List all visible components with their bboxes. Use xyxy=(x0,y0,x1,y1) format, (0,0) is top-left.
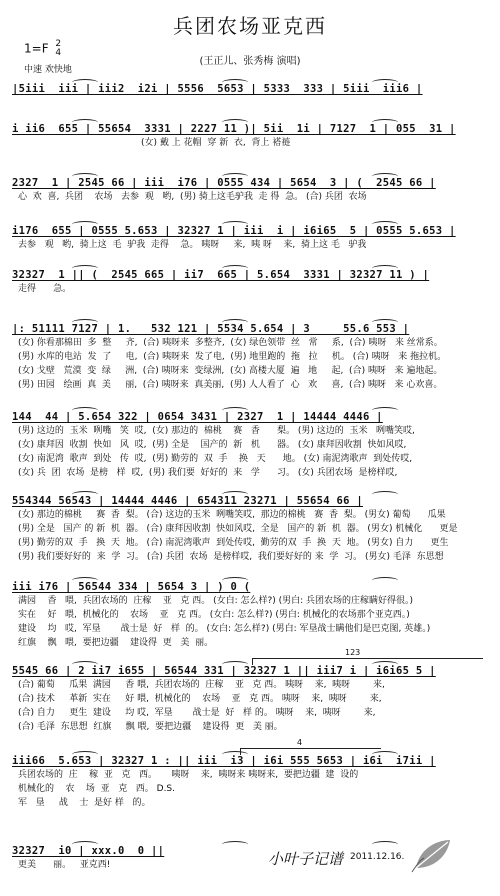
slur-mark xyxy=(222,221,248,228)
lyric-line: 实在 好 喂, 机械化的 农场 亚 克 西。 (女白: 怎么样?) (男白: 机械化的农场那个亚克西。) xyxy=(18,610,410,620)
score-row xyxy=(12,268,498,296)
slur-mark xyxy=(222,661,248,668)
notation-line: 144 44 | 5.654 322 | 0654 3431 | 2327 1 | 14444 4446 | xyxy=(12,411,383,423)
slur-mark xyxy=(372,221,398,228)
lyric-line: 满园 香 喂, 兵团农场的 庄稼 亚 克 西。 (女白: 怎么样?) (男白: 兵团农场的庄稼瞒好得很。) xyxy=(18,596,414,606)
lyric-line: (男) 勤劳的双 手 换 天 地。 (合) 南泥湾歌声 到处传哎, 勤劳的双 手 换 天 地。 (男女) 自力 更生 xyxy=(18,538,449,548)
slur-mark xyxy=(222,841,248,848)
slur-mark xyxy=(72,221,98,228)
slur-mark xyxy=(222,119,248,126)
slur-mark xyxy=(372,79,398,86)
slur-mark xyxy=(72,319,98,326)
slur-mark xyxy=(372,407,398,414)
lyric-line: (男) 这边的 玉米 咧嘴 笑 哎, (女) 那边的 棉桃 赛 香 梨。 (男) 这边的 玉米 咧嘴笑哎, xyxy=(18,426,415,436)
volta-bracket xyxy=(240,738,381,755)
slur-mark xyxy=(222,265,248,272)
score-row xyxy=(12,410,498,480)
notation-line: 32327 1 || ( 2545 665 | ii7 665 | 5.654 3331 | 32327 11 ) | xyxy=(12,269,430,281)
score-row xyxy=(12,122,498,150)
tempo-marking: 中速 欢快地 xyxy=(24,65,72,75)
slur-mark xyxy=(372,173,398,180)
lyric-line: (男) 我们要好好的 来 学 习。 (合) 兵团 农场 是榜样哎, 我们要好好的 来 学 习。 (男女) 毛泽 东思想 xyxy=(18,552,444,562)
slur-mark xyxy=(222,173,248,180)
notation-line: |: 51111 7127 | 1. 532 121 | 5534 5.654 | 3 55.6 553 | xyxy=(12,323,410,335)
score-row xyxy=(12,322,498,392)
lyric-line: (女) 那边的棉桃 赛 香 梨。 (合) 这边的玉米 咧嘴笑哎, 那边的棉桃 赛 香 梨。 (男女) 葡萄 瓜果 xyxy=(18,510,446,520)
volta-label: 4 xyxy=(297,738,303,747)
transcriber-signature: 小叶子记谱 xyxy=(268,850,344,868)
slur-mark xyxy=(372,319,398,326)
notation-line: 554344 56543 | 14444 4446 | 654311 23271 | 55654 66 | xyxy=(12,495,363,507)
lyric-line: 去参 观 哟, 骑上这 毛 驴我 走得 急。 咦呀 来, 咦 呀 来, 骑上这 毛 驴我 xyxy=(18,240,367,250)
slur-mark xyxy=(72,79,98,86)
leaf-icon xyxy=(410,836,454,874)
lyric-line: (女) 戴 上 花帽 穿 新 衣, 背上 褡裢 xyxy=(18,138,291,148)
lyric-line: (女) 兵 团 农场 是榜 样 哎, (男) 我们要 好好的 来 学 习。 (女) 兵团农场 是榜样哎, xyxy=(18,468,398,478)
lyric-line: (合) 葡萄 瓜果 满园 香 喂, 兵团农场的 庄稼 亚 克 西。 咦呀 来, 咦呀 来, xyxy=(18,680,385,690)
lyric-line: 机械化的 农 场 亚 克 西。 D.S. xyxy=(18,784,175,794)
slur-mark xyxy=(222,79,248,86)
notation-line: 32327 i0 | xxx.0 0 || xyxy=(12,845,165,857)
lyric-line: (女) 戈壁 荒漠 变 绿 洲, (合) 咦呀来 变绿洲, (女) 高楼大厦 遍 地 起, (合) 咦呀 来 遍地起。 xyxy=(18,366,443,376)
lyric-line: 建设 均 哎, 军垦 战士是 好 样 的。 (女白: 怎么样?) (男白: 军垦战士瞒他们是巴克图, 英雄。) xyxy=(18,624,431,634)
slur-mark xyxy=(72,265,98,272)
volta-label: 123 xyxy=(345,648,361,657)
lyric-line: 军 垦 战 士 是好 样 的。 xyxy=(18,798,151,808)
slur-mark xyxy=(372,491,398,498)
lyric-line: 红旗 飘 喂, 要把边疆 建设得 更 美 丽。 xyxy=(18,638,214,648)
slur-mark xyxy=(222,319,248,326)
key-label: 1=F xyxy=(24,41,49,56)
notation-line: i176 655 | 0555 5.653 | 32327 1 | iii i | i6i65 5 | 0555 5.653 | xyxy=(12,225,456,237)
lyric-line: (女) 你看那棉田 多 整 齐, (合) 咦呀来 多整齐, (女) 绿色领带 丝 常 系, (合) 咦呀 来 丝常系。 xyxy=(18,338,443,348)
lyric-line: 心 欢 喜, 兵团 农场 去参 观 哟, (男) 骑上这毛驴我 走 得 急。 (合) 兵团 农场 xyxy=(18,192,367,202)
lyric-line: 兵团农场的 庄 稼 亚 克 西。 咦呀 来, 咦呀来 咦呀来, 要把边疆 建 设的 xyxy=(18,770,359,780)
score-row xyxy=(12,82,498,96)
slur-mark xyxy=(222,491,248,498)
score-row xyxy=(12,648,498,734)
score-row xyxy=(12,224,498,252)
notation-line: iii i76 | 56544 334 | 5654 3 | ) 0 ( xyxy=(12,581,251,593)
slur-mark xyxy=(72,577,98,584)
slur-mark xyxy=(222,577,248,584)
lyric-line: (合) 自力 更生 建设 均 哎, 军垦 战士是 好 样 的。 咦呀 来, 咦呀 来, xyxy=(18,708,376,718)
notation-line: i ii6 655 | 55654 3331 | 2227 11 )| 5ii 1i | 7127 1 | 055 31 | xyxy=(12,123,456,135)
song-title: 兵团农场亚克西 xyxy=(173,14,327,38)
lyric-line: (女) 康拜因 收割 快如 风 哎, (男) 全是 国产的 新 机 器。 (女) 康拜因收割 快如风哎, xyxy=(18,440,407,450)
lyric-line: 更美 丽。 亚克西! xyxy=(18,860,111,870)
lyric-line: 走得 急。 xyxy=(18,284,72,294)
slur-mark xyxy=(72,407,98,414)
slur-mark xyxy=(222,751,248,758)
lyric-line: (男) 全是 国产 的 新 机 器。 (合) 康拜因收割 快如风哎, 全是 国产的 新 机 器。 (男女) 机械化 更是 xyxy=(18,524,458,534)
slur-mark xyxy=(372,265,398,272)
time-bottom: 4 xyxy=(55,48,62,58)
score-row xyxy=(12,738,498,810)
time-top: 2 xyxy=(55,39,62,49)
slur-mark xyxy=(72,751,98,758)
notation-line: 5545 66 | 2 ii7 i655 | 56544 331 | 32327 1 || iii7 i | i6i65 5 | xyxy=(12,665,436,677)
lyric-line: (男) 田园 绘画 真 美 丽, (合) 咦呀来 真美丽, (男) 人人看了 心 欢 喜, (合) 咦呀 来 心欢喜。 xyxy=(18,380,443,390)
notation-line: |5iii iii | iii2 i2i | 5556 5653 | 5333 333 | 5iii iii6 | xyxy=(12,83,423,95)
lyric-line: (合) 技术 革新 实在 好 喂, 机械化的 农场 亚 克 西。 咦呀 来, 咦呀 来, xyxy=(18,694,382,704)
slur-mark xyxy=(72,491,98,498)
slur-mark xyxy=(72,841,98,848)
slur-mark xyxy=(72,119,98,126)
slur-mark xyxy=(372,119,398,126)
transcription-date: 2011.12.16. xyxy=(350,852,405,862)
lyric-line: (合) 毛泽 东思想 红旗 飘 喂, 要把边疆 建设得 更 美 丽。 xyxy=(18,722,283,732)
notation-line: 2327 1 | 2545 66 | iii i76 | 0555 434 | 5654 3 | ( 2545 66 | xyxy=(12,177,436,189)
score-row xyxy=(12,176,498,204)
slur-mark xyxy=(72,661,98,668)
notation-line: iii66 5.653 | 32327 1 : || iii i3 | i6i 555 5653 | i6i i7ii | xyxy=(12,755,436,767)
slur-mark xyxy=(222,407,248,414)
volta-bracket xyxy=(252,648,483,665)
slur-mark xyxy=(372,841,398,848)
lyric-line: (女) 南泥湾 歌声 到处 传 哎, (男) 勤劳的 双 手 换 天 地。 (女) 南泥湾歌声 到处传哎, xyxy=(18,454,413,464)
slur-mark xyxy=(72,173,98,180)
slur-mark xyxy=(372,577,398,584)
slur-mark xyxy=(372,751,398,758)
score-row xyxy=(12,494,498,564)
performers: (王正儿、张秀梅 演唱) xyxy=(199,56,301,67)
slur-mark xyxy=(372,661,398,668)
score-row xyxy=(12,580,498,650)
lyric-line: (男) 水库的电站 发 了 电, (合) 咦呀来 发了电, (男) 地里跑的 拖 拉 机。 (合) 咦呀 来 拖拉机。 xyxy=(18,352,447,362)
